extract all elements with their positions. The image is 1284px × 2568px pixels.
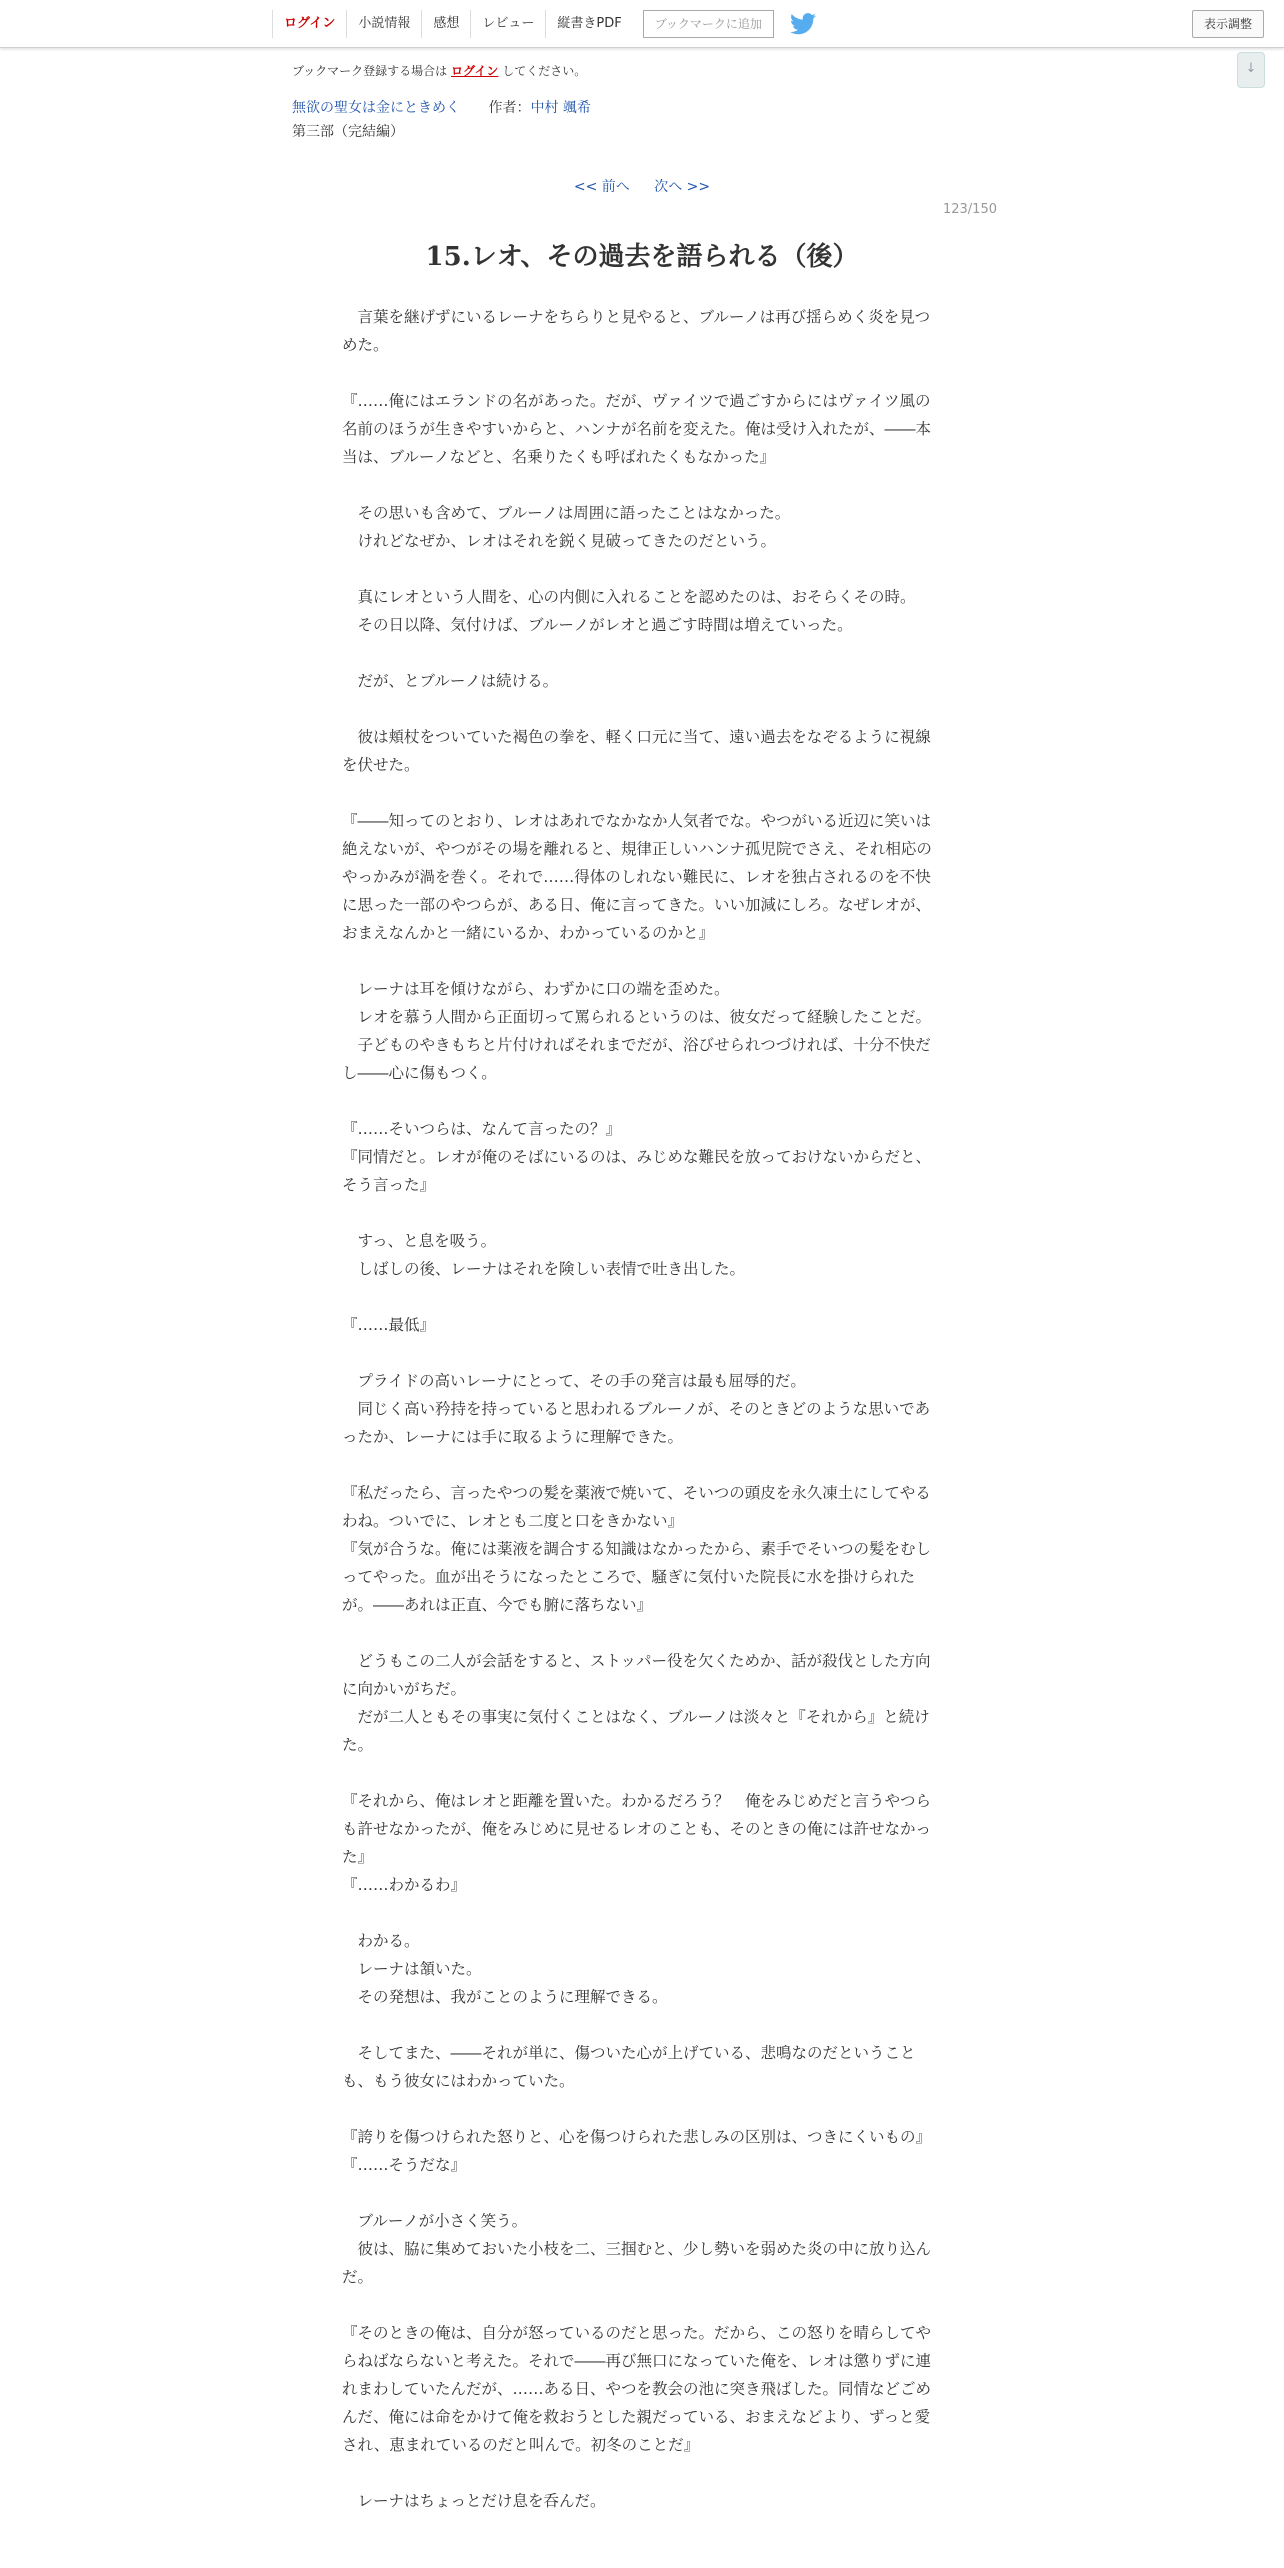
body-paragraph: そしてまた、――それが単に、傷ついた心が上げている、悲鳴なのだということも、もう彼女にはわかっていた。 bbox=[342, 2044, 916, 2090]
series-info bbox=[292, 97, 591, 117]
paragraph-gap bbox=[342, 471, 942, 499]
body-paragraph: 彼は頬杖をついていた褐色の拳を、軽く口元に当て、遠い過去をなぞるように視線を伏せた。 bbox=[342, 728, 931, 774]
paragraph-gap bbox=[342, 695, 942, 723]
paragraph-gap bbox=[342, 1899, 942, 1927]
scroll-down-button[interactable]: ↓ bbox=[1237, 52, 1265, 88]
prev-chapter-link[interactable]: << 前へ bbox=[573, 179, 630, 195]
chapter-pager bbox=[0, 176, 1284, 196]
paragraph-gap bbox=[342, 555, 942, 583]
paragraph-gap bbox=[342, 1759, 942, 1787]
paragraph-gap bbox=[342, 359, 942, 387]
twitter-bird-icon[interactable] bbox=[790, 13, 816, 35]
paragraph-gap bbox=[342, 1199, 942, 1227]
part-label: 第三部（完結編） bbox=[292, 124, 404, 140]
body-paragraph: 彼は、脇に集めておいた小枝を二、三掴むと、少し勢いを弱めた炎の中に放り込んだ。 bbox=[342, 2240, 932, 2286]
notice-login-link[interactable]: ログイン bbox=[450, 64, 499, 78]
display-adjust-button[interactable]: 表示調整 bbox=[1192, 10, 1264, 38]
nav-vertical-pdf-link[interactable]: 縦書きPDF bbox=[545, 10, 632, 38]
paragraph-gap bbox=[342, 1339, 942, 1367]
add-bookmark-button[interactable]: ブックマークに追加 bbox=[643, 10, 774, 38]
body-paragraph: 『……俺にはエランドの名があった。だが、ヴァイツで過ごすからにはヴァイツ風の名前のほうが生きやすいからと、ハンナが名前を変えた。俺は受け入れたが、――本当は、ブルーノなどと、名乗りたくも呼ばれたくもなかった』 bbox=[342, 392, 932, 466]
body-paragraph: レーナは耳を傾けながら、わずかに口の端を歪めた。 bbox=[342, 980, 730, 998]
body-paragraph: どうもこの二人が会話をすると、ストッパー役を欠くためか、話が殺伐とした方向に向かいがちだ。 bbox=[342, 1652, 931, 1698]
body-paragraph: 『……最低』 bbox=[342, 1316, 436, 1334]
nav-impressions-link[interactable]: 感想 bbox=[421, 10, 470, 38]
novel-body-text bbox=[342, 303, 942, 2515]
author-label: 作者： bbox=[488, 100, 531, 116]
nav-menu bbox=[272, 10, 816, 38]
body-paragraph: 言葉を継げずにいるレーナをちらりと見やると、ブルーノは再び揺らめく炎を見つめた。 bbox=[342, 308, 931, 354]
body-paragraph: 同じく高い矜持を持っていると思われるブルーノが、そのときどのような思いであったか、レーナには手に取るように理解できた。 bbox=[342, 1400, 931, 1446]
nav-novel-info-link[interactable]: 小説情報 bbox=[346, 10, 421, 38]
body-paragraph: だが二人ともその事実に気付くことはなく、ブルーノは淡々と『それから』と続けた。 bbox=[342, 1708, 930, 1754]
paragraph-gap bbox=[342, 639, 942, 667]
body-paragraph: 子どものやきもちと片付ければそれまでだが、浴びせられつづければ、十分不快だし――心に傷もつく。 bbox=[342, 1036, 931, 1082]
body-paragraph: 『同情だと。レオが俺のそばにいるのは、みじめな難民を放っておけないからだと、そう言った』 bbox=[342, 1148, 932, 1194]
body-paragraph: レーナはちょっとだけ息を呑んだ。 bbox=[342, 2492, 606, 2510]
paragraph-gap bbox=[342, 1451, 942, 1479]
body-paragraph: その発想は、我がことのように理解できる。 bbox=[342, 1988, 668, 2006]
series-title-link[interactable]: 無欲の聖女は金にときめく bbox=[292, 100, 460, 116]
paragraph-gap bbox=[342, 2011, 942, 2039]
body-paragraph: レオを慕う人間から正面切って罵られるというのは、彼女だって経験したことだ。 bbox=[342, 1008, 932, 1026]
paragraph-gap bbox=[342, 2291, 942, 2319]
paragraph-gap bbox=[342, 1283, 942, 1311]
body-paragraph: その思いも含めて、ブルーノは周囲に語ったことはなかった。 bbox=[342, 504, 791, 522]
body-paragraph: 『それから、俺はレオと距離を置いた。わかるだろう？ 俺をみじめだと言うやつらも許せなかったが、俺をみじめに見せるレオのことも、そのときの俺には許せなかった』 bbox=[342, 1792, 932, 1866]
body-paragraph: けれどなぜか、レオはそれを鋭く見破ってきたのだという。 bbox=[342, 532, 777, 550]
body-paragraph: レーナは頷いた。 bbox=[342, 1960, 482, 1978]
body-paragraph: 『……そいつらは、なんて言ったの？』 bbox=[342, 1120, 622, 1138]
body-paragraph: その日以降、気付けば、ブルーノがレオと過ごす時間は増えていった。 bbox=[342, 616, 853, 634]
next-chapter-link[interactable]: 次へ >> bbox=[654, 179, 711, 195]
body-paragraph: すっ、と息を吸う。 bbox=[342, 1232, 497, 1250]
paragraph-gap bbox=[342, 779, 942, 807]
bookmark-login-notice bbox=[292, 62, 586, 79]
paragraph-gap bbox=[342, 947, 942, 975]
nav-login-link[interactable]: ログイン bbox=[272, 10, 346, 38]
paragraph-gap bbox=[342, 2459, 942, 2487]
page-number: 123/150 bbox=[942, 202, 997, 217]
body-paragraph: 『……わかるわ』 bbox=[342, 1876, 467, 1894]
body-paragraph: 『誇りを傷つけられた怒りと、心を傷つけられた悲しみの区別は、つきにくいもの』 bbox=[342, 2128, 932, 2146]
notice-prefix: ブックマーク登録する場合は bbox=[292, 64, 451, 78]
body-paragraph: だが、とブルーノは続ける。 bbox=[342, 672, 559, 690]
paragraph-gap bbox=[342, 1087, 942, 1115]
top-navigation-bar bbox=[0, 0, 1284, 48]
chapter-title: 15.レオ、その過去を語られる（後） bbox=[425, 242, 859, 272]
body-paragraph: 『そのときの俺は、自分が怒っているのだと思った。だから、この怒りを晴らしてやらねばならないと考えた。それで――再び無口になっていた俺を、レオは懲りずに連れまわしていたんだが、……ある日、やつを教会の池に突き飛ばした。同情などごめんだ、俺には命をかけて俺を救おうとした親だっている、おまえなどより、ずっと愛され、恵まれているのだと叫んで。初冬のことだ』 bbox=[342, 2324, 932, 2454]
notice-suffix: してください。 bbox=[498, 64, 587, 78]
body-paragraph: 『気が合うな。俺には薬液を調合する知識はなかったから、素手でそいつの髪をむしってやった。血が出そうになったところで、騒ぎに気付いた院長に水を掛けられたが。――あれは正直、今でも腑に落ちない』 bbox=[342, 1540, 932, 1614]
body-paragraph: わかる。 bbox=[342, 1932, 420, 1950]
paragraph-gap bbox=[342, 1619, 942, 1647]
body-paragraph: 『……そうだな』 bbox=[342, 2156, 467, 2174]
body-paragraph: プライドの高いレーナにとって、その手の発言は最も屈辱的だ。 bbox=[342, 1372, 806, 1390]
author-link[interactable]: 中村 颯希 bbox=[530, 100, 591, 116]
paragraph-gap bbox=[342, 2179, 942, 2207]
paragraph-gap bbox=[342, 2095, 942, 2123]
body-paragraph: 真にレオという人間を、心の内側に入れることを認めたのは、おそらくその時。 bbox=[342, 588, 916, 606]
body-paragraph: しばしの後、レーナはそれを険しい表情で吐き出した。 bbox=[342, 1260, 746, 1278]
body-paragraph: 『――知ってのとおり、レオはあれでなかなか人気者でな。やつがいる近辺に笑いは絶えないが、やつがその場を離れると、規律正しいハンナ孤児院でさえ、それ相応のやっかみが渦を巻く。それで……得体のしれない難民に、レオを独占されるのを不快に思った一部のやつらが、ある日、俺に言ってきた。いい加減にしろ。なぜレオが、おまえなんかと一緒にいるか、わかっているのかと』 bbox=[342, 812, 932, 942]
body-paragraph: 『私だったら、言ったやつの髪を薬液で焼いて、そいつの頭皮を永久凍土にしてやるわね。ついでに、レオとも二度と口をきかない』 bbox=[342, 1484, 931, 1530]
nav-review-link[interactable]: レビュー bbox=[470, 10, 545, 38]
body-paragraph: ブルーノが小さく笑う。 bbox=[342, 2212, 528, 2230]
